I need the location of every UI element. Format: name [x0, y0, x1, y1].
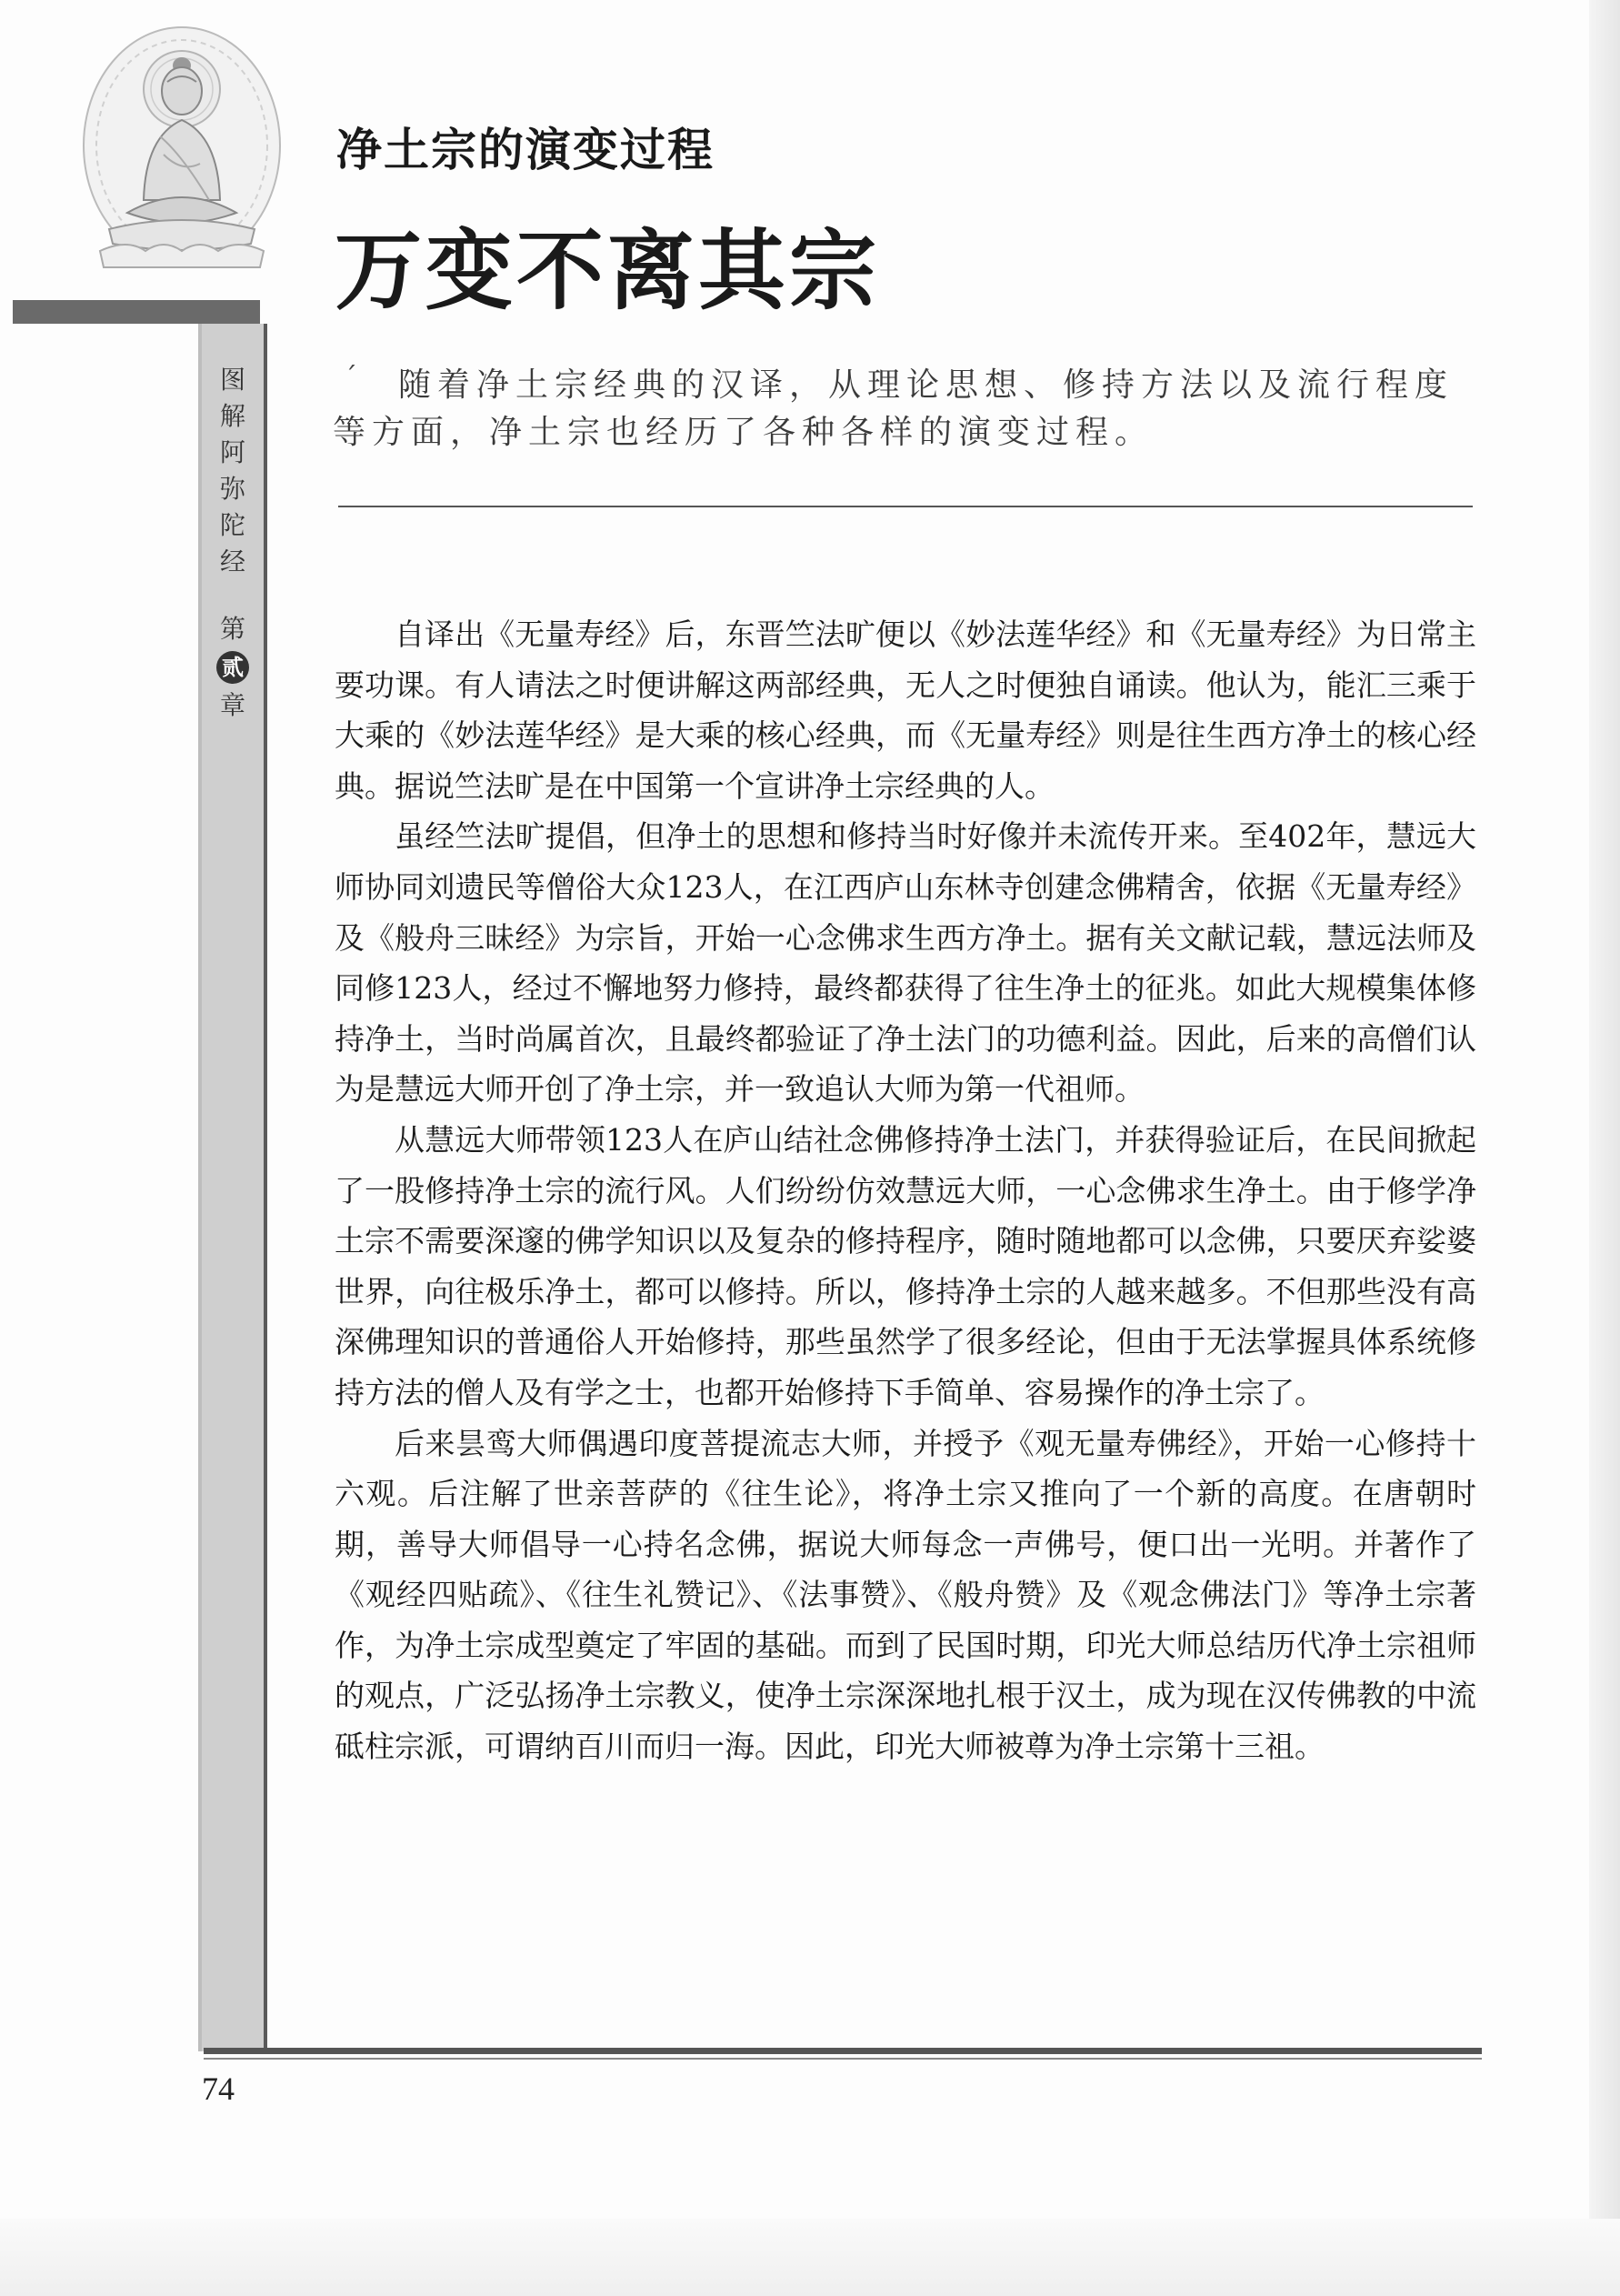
page-bottom-shadow [0, 2219, 1620, 2296]
book-title-char: 解 [219, 401, 245, 431]
chapter-suffix: 章 [219, 690, 245, 720]
body-paragraph: 自译出《无量寿经》后，东晋竺法旷便以《妙法莲华经》和《无量寿经》为日常主要功课。有人请法之时便讲解这两部经典，无人之时便独自诵读。他认为，能汇三乘于大乘的《妙法莲华经》是大乘的核心经典，而《无量寿经》则是往生西方净土的核心经典。据说竺法旷是在中国第一个宣讲净土宗经典的人。 [335, 617, 1476, 804]
intro-paragraph: 随着净土宗经典的汉译，从理论思想、修持方法以及流行程度等方面，净土宗也经历了各种各样的演变过程。 [333, 366, 1455, 451]
book-title-char: 陀 [219, 510, 245, 540]
sidebar-tab [202, 324, 267, 2051]
page-edge-shadow [1589, 0, 1620, 2296]
chapter-prefix: 第 [219, 614, 245, 644]
book-title-char: 经 [219, 546, 245, 577]
intro-divider [338, 506, 1473, 507]
chapter-subtitle: 净土宗的演变过程 [336, 123, 715, 176]
book-title-char: 弥 [219, 474, 245, 504]
buddha-illustration [73, 18, 291, 282]
book-title-char: 阿 [219, 437, 245, 467]
body-paragraph: 从慧远大师带领123人在庐山结社念佛修持净土法门，并获得验证后，在民间掀起了一股修持净土宗的流行风。人们纷纷仿效慧远大师，一心念佛求生净土。由于修学净土宗不需要深邃的佛学知识以及复杂的修持程序，随时随地都可以念佛，只要厌弃娑婆世界，向往极乐净土，都可以修持。所以，修持净土宗的人越来越多。不但那些没有高深佛理知识的普通俗人开始修持，那些虽然学了很多经论，但由于无法掌握具体系统修持方法的僧人及有学之士，也都开始修持下手简单、容易操作的净土宗了。 [335, 1121, 1476, 1410]
footer-rule-thin [204, 2058, 1482, 2060]
section-title: 万变不离其宗 [335, 219, 880, 322]
chapter-number-badge: 贰 [216, 651, 249, 684]
page-number: 74 [202, 2070, 235, 2107]
footer-rule-thick [204, 2048, 1482, 2054]
body-paragraph: 后来昙鸾大师偶遇印度菩提流志大师，并授予《观无量寿佛经》，开始一心修持十六观。后注解了世亲菩萨的《往生论》，将净土宗又推向了一个新的高度。在唐朝时期，善导大师倡导一心持名念佛，据说大师每念一声佛号，便口出一光明。并著作了《观经四贴疏》、《往生礼赞记》、《法事赞》、《般舟赞》及《观念佛法门》等净土宗著作，为净土宗成型奠定了牢固的基础。而到了民国时期，印光大师总结历代净土宗祖师的观点，广泛弘扬净土宗教义，使净土宗深深地扎根于汉土，成为现在汉传佛教的中流砥柱宗派，可谓纳百川而归一海。因此，印光大师被尊为净土宗第十三祖。 [335, 1425, 1476, 1765]
body-paragraph: 虽经竺法旷提倡，但净土的思想和修持当时好像并未流传开来。至402年，慧远大师协同刘遗民等僧俗大众123人，在江西庐山东林寺创建念佛精舍，依据《无量寿经》及《般舟三昧经》为宗旨，开始一心念佛求生西方净土。据有关文献记载，慧远法师及同修123人，经过不懈地努力修持，最终都获得了往生净土的征兆。如此大规模集体修持净土，当时尚属首次，且最终都验证了净土法门的功德利益。因此，后来的高僧们认为是慧远大师开创了净土宗，并一致追认大师为第一代祖师。 [335, 818, 1476, 1108]
sidebar-chapter-label [211, 611, 255, 724]
sidebar-book-title [211, 362, 255, 580]
body-text [335, 609, 1476, 1772]
sidebar-top-bar [13, 300, 260, 324]
book-title-char: 图 [219, 365, 245, 395]
intro-mark: ˊ [344, 362, 357, 394]
